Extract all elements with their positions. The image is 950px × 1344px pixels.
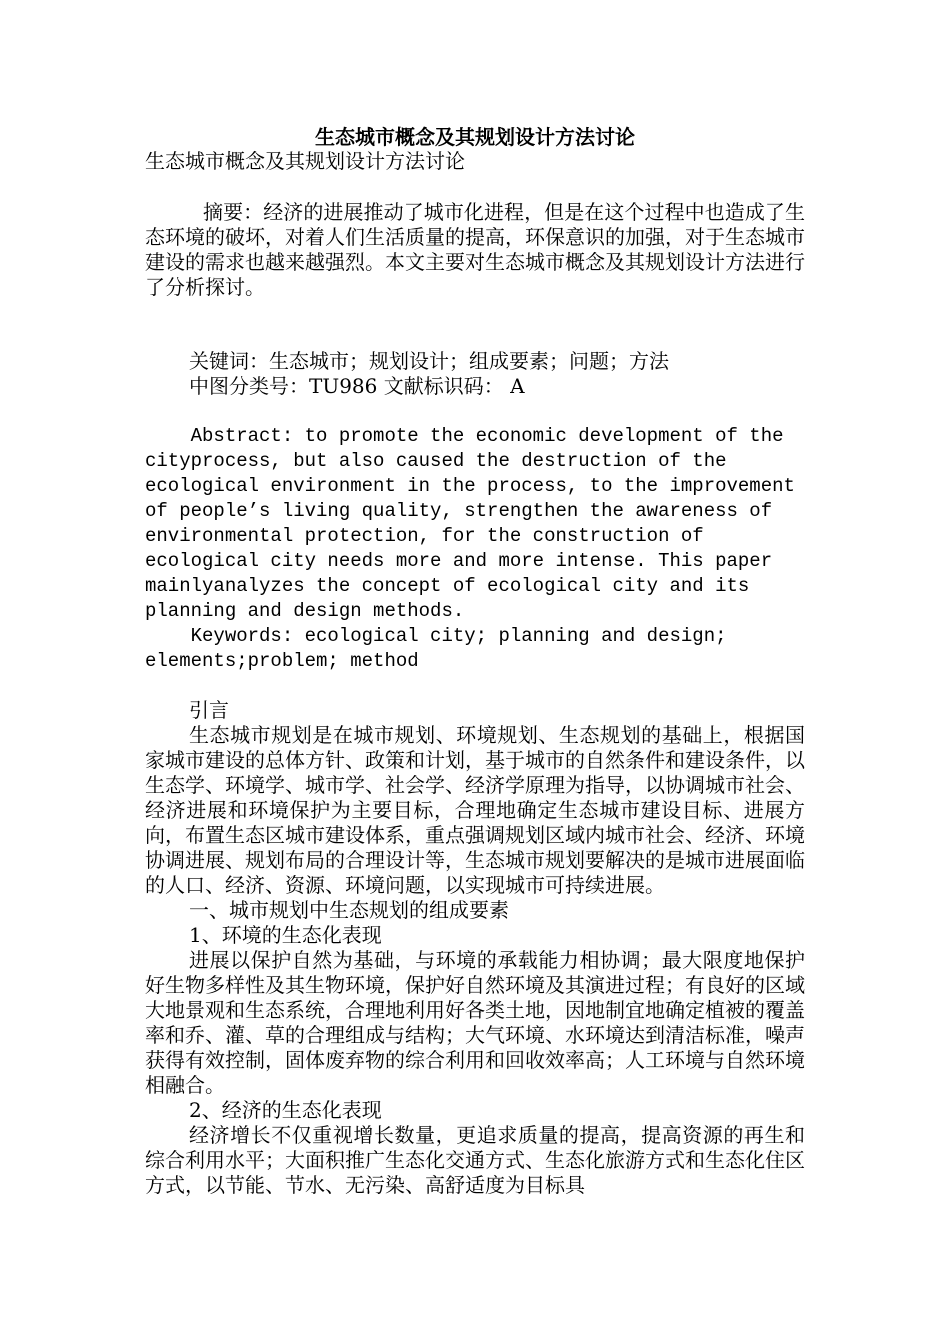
subsection-paragraph: 进展以保护自然为基础，与环境的承载能力相协调；最大限度地保护好生物多样性及其生物环境，保护好自然环境及其演进过程；有良好的区域大地景观和生态系统，合理地利用好各类土地，因地制宜地确定植被的覆盖率和乔、灌、草的合理组成与结构；大气环境、水环境达到清洁标准，噪声获得有效控制，固体废弃物的综合利用和回收效率高；人工环境与自然环境相融合。 <box>145 948 805 1097</box>
subsection-heading: 2、经济的生态化表现 <box>189 1098 382 1122</box>
abstract-en-line: Abstract: to promote the economic development of the <box>190 425 784 447</box>
abstract-en-line: environmental protection, for the construction of <box>145 525 704 547</box>
abstract-en-line: ecological city needs more and more intense. This paper <box>145 550 773 572</box>
subsection-paragraph: 经济增长不仅重视增长数量，更追求质量的提高，提高资源的再生和综合利用水平；大面积推广生态化交通方式、生态化旅游方式和生态化住区方式，以节能、节水、无污染、高舒适度为目标具 <box>145 1123 805 1197</box>
abstract-en-line: of people’s living quality, strengthen the awareness of <box>145 500 773 522</box>
section-heading: 一、城市规划中生态规划的组成要素 <box>189 898 509 922</box>
abstract-en-line: mainlyanalyzes the concept of ecological city and its <box>145 575 750 597</box>
keywords-cn: 关键词：生态城市；规划设计；组成要素；问题；方法 <box>189 349 669 373</box>
abstract-cn <box>145 200 805 300</box>
keywords-en-line: elements;problem; method <box>145 650 419 672</box>
abstract-en-line: planning and design methods. <box>145 600 465 622</box>
intro-paragraph: 生态城市规划是在城市规划、环境规划、生态规划的基础上，根据国家城市建设的总体方针、政策和计划，基于城市的自然条件和建设条件，以生态学、环境学、城市学、社会学、经济学原理为指导，以协调城市社会、经济进展和环境保护为主要目标，合理地确定生态城市建设目标、进展方向，布置生态区城市建设体系，重点强调规划区域内城市社会、经济、环境协调进展、规划布局的合理设计等，生态城市规划要解决的是城市进展面临的人口、经济、资源、环境问题，以实现城市可持续进展。 <box>145 723 805 897</box>
abstract-cn-text: 摘要：经济的进展推动了城市化进程，但是在这个过程中也造成了生态环境的破坏，对着人们生活质量的提高，环保意识的加强，对于生态城市建设的需求也越来越强烈。本文主要对生态城市概念及其规划设计方法进行了分析探讨。 <box>145 200 805 299</box>
abstract-en-line: ecological environment in the process, to the improvement <box>145 475 795 497</box>
document-title: 生态城市概念及其规划设计方法讨论 <box>315 125 635 149</box>
subtitle-text: 生态城市概念及其规划设计方法讨论 <box>145 149 465 173</box>
document-subtitle <box>145 149 805 174</box>
body-section <box>145 698 805 1198</box>
subsection-heading: 1、环境的生态化表现 <box>189 923 382 947</box>
abstract-en <box>145 424 805 674</box>
keywords-en-line: Keywords: ecological city; planning and design; <box>190 625 727 647</box>
keywords-block <box>145 349 805 399</box>
abstract-en-line: cityprocess, but also caused the destruction of the <box>145 450 727 472</box>
classification-line: 中图分类号：TU986 文献标识码： A <box>189 374 525 398</box>
intro-heading: 引言 <box>189 698 229 722</box>
